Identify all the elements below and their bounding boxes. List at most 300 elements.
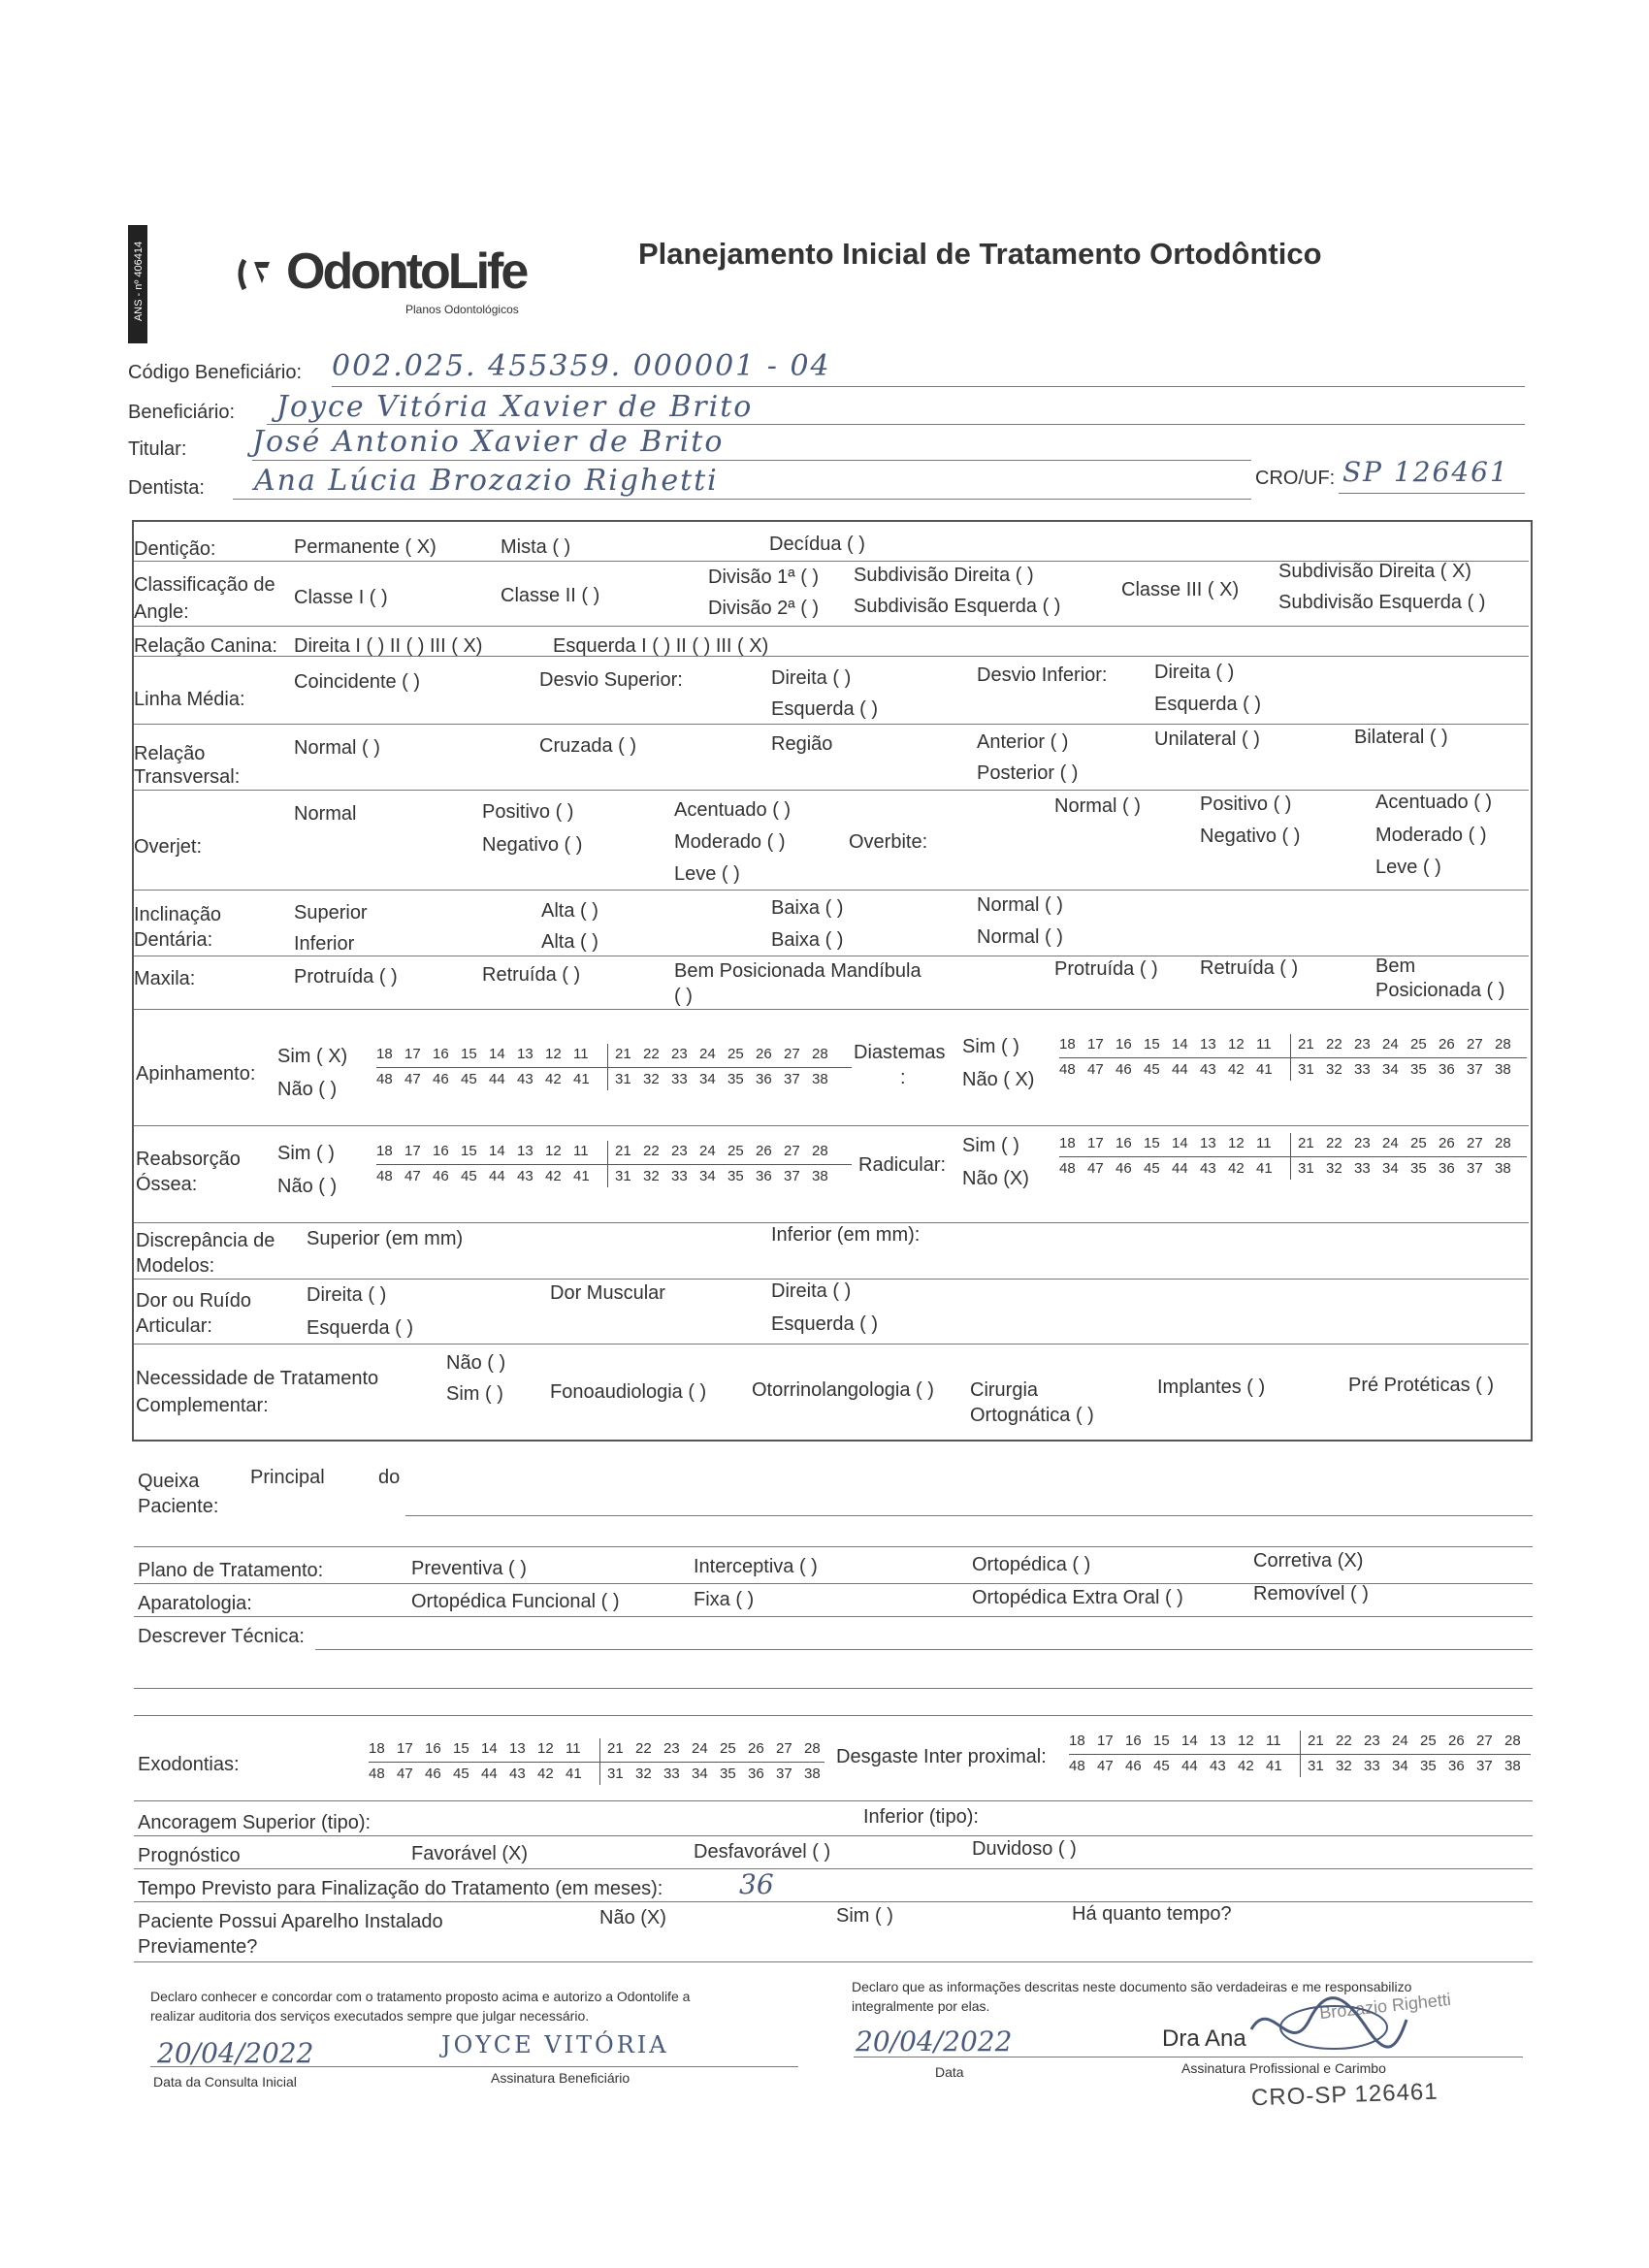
tooth-31[interactable]: 31 bbox=[1298, 1061, 1314, 1078]
teeth-grid-desgaste bbox=[1069, 1731, 1544, 1779]
queixa-label-3: do bbox=[378, 1467, 401, 1488]
tooth-44[interactable]: 44 bbox=[481, 1766, 498, 1782]
data-consulta-value[interactable]: 20/04/2022 bbox=[157, 2037, 314, 2069]
tooth-44[interactable]: 44 bbox=[1172, 1061, 1188, 1078]
tooth-37[interactable]: 37 bbox=[784, 1071, 800, 1087]
tooth-12[interactable]: 12 bbox=[545, 1143, 562, 1159]
tooth-47[interactable]: 47 bbox=[404, 1168, 421, 1184]
tooth-22[interactable]: 22 bbox=[1336, 1733, 1352, 1749]
tooth-18[interactable]: 18 bbox=[1069, 1733, 1085, 1749]
diast-nao[interactable]: Não ( X) bbox=[962, 1069, 1035, 1090]
tooth-46[interactable]: 46 bbox=[425, 1766, 441, 1782]
aparelho-sim[interactable]: Sim ( ) bbox=[836, 1905, 893, 1927]
tooth-42[interactable]: 42 bbox=[1228, 1061, 1245, 1078]
tooth-43[interactable]: 43 bbox=[517, 1071, 534, 1087]
tooth-35[interactable]: 35 bbox=[1420, 1758, 1437, 1774]
tooth-32[interactable]: 32 bbox=[1326, 1160, 1342, 1177]
tooth-38[interactable]: 38 bbox=[804, 1766, 821, 1782]
oj-acentuado[interactable]: Acentuado ( ) bbox=[674, 799, 792, 821]
inc-normal2[interactable]: Normal ( ) bbox=[977, 926, 1063, 948]
tooth-41[interactable]: 41 bbox=[566, 1766, 582, 1782]
tooth-38[interactable]: 38 bbox=[812, 1071, 828, 1087]
tooth-26[interactable]: 26 bbox=[756, 1046, 772, 1062]
ob-negativo[interactable]: Negativo ( ) bbox=[1200, 826, 1301, 847]
tooth-43[interactable]: 43 bbox=[517, 1168, 534, 1184]
tooth-47[interactable]: 47 bbox=[1087, 1160, 1104, 1177]
angle-classe1[interactable]: Classe I ( ) bbox=[294, 587, 388, 608]
tooth-11[interactable]: 11 bbox=[1266, 1733, 1281, 1749]
tv-normal[interactable]: Normal ( ) bbox=[294, 737, 380, 759]
tooth-14[interactable]: 14 bbox=[1172, 1036, 1188, 1053]
tooth-46[interactable]: 46 bbox=[433, 1071, 449, 1087]
tooth-21[interactable]: 21 bbox=[607, 1740, 624, 1757]
canina-label: Relação Canina: bbox=[134, 635, 277, 657]
tooth-41[interactable]: 41 bbox=[573, 1168, 590, 1184]
tooth-48[interactable]: 48 bbox=[1069, 1758, 1085, 1774]
oj-leve[interactable]: Leve ( ) bbox=[674, 863, 740, 885]
tooth-31[interactable]: 31 bbox=[607, 1766, 624, 1782]
data-right-value[interactable]: 20/04/2022 bbox=[856, 2025, 1013, 2057]
decl-right-1: Declaro que as informações descritas neste documento são verdadeiras e me responsabilizo bbox=[852, 1979, 1412, 1994]
tv-unilateral[interactable]: Unilateral ( ) bbox=[1154, 729, 1260, 750]
diastemas-label: Diastemas bbox=[854, 1042, 946, 1063]
tooth-44[interactable]: 44 bbox=[1172, 1160, 1188, 1177]
tooth-17[interactable]: 17 bbox=[1097, 1733, 1114, 1749]
tooth-24[interactable]: 24 bbox=[1382, 1036, 1399, 1053]
tooth-48[interactable]: 48 bbox=[369, 1766, 385, 1782]
tooth-21[interactable]: 21 bbox=[1298, 1135, 1314, 1151]
teeth-grid-reab bbox=[376, 1141, 852, 1189]
tv-cruzada[interactable]: Cruzada ( ) bbox=[539, 735, 637, 757]
oj-negativo[interactable]: Negativo ( ) bbox=[482, 834, 583, 856]
tooth-37[interactable]: 37 bbox=[1467, 1160, 1483, 1177]
tooth-34[interactable]: 34 bbox=[1392, 1758, 1408, 1774]
tooth-48[interactable]: 48 bbox=[376, 1071, 393, 1087]
tv-anterior[interactable]: Anterior ( ) bbox=[977, 731, 1069, 753]
tooth-46[interactable]: 46 bbox=[1116, 1160, 1132, 1177]
transversal-label-1: Relação bbox=[134, 743, 206, 764]
tooth-25[interactable]: 25 bbox=[720, 1740, 736, 1757]
tooth-33[interactable]: 33 bbox=[1354, 1061, 1371, 1078]
tooth-47[interactable]: 47 bbox=[397, 1766, 413, 1782]
tooth-32[interactable]: 32 bbox=[643, 1168, 660, 1184]
apar-extra[interactable]: Ortopédica Extra Oral ( ) bbox=[972, 1587, 1183, 1608]
tooth-14[interactable]: 14 bbox=[489, 1046, 505, 1062]
tooth-11[interactable]: 11 bbox=[573, 1046, 589, 1062]
tooth-31[interactable]: 31 bbox=[1308, 1758, 1324, 1774]
tooth-22[interactable]: 22 bbox=[643, 1046, 660, 1062]
tooth-27[interactable]: 27 bbox=[1467, 1036, 1483, 1053]
canina-direita[interactable]: Direita I ( ) II ( ) III ( X) bbox=[294, 635, 483, 657]
apar-fixa[interactable]: Fixa ( ) bbox=[694, 1589, 755, 1610]
ob-positivo[interactable]: Positivo ( ) bbox=[1200, 794, 1292, 815]
tooth-36[interactable]: 36 bbox=[756, 1071, 772, 1087]
tooth-33[interactable]: 33 bbox=[1354, 1160, 1371, 1177]
tooth-13[interactable]: 13 bbox=[517, 1046, 534, 1062]
diast-sim[interactable]: Sim ( ) bbox=[962, 1036, 1019, 1057]
tooth-15[interactable]: 15 bbox=[461, 1046, 477, 1062]
tooth-17[interactable]: 17 bbox=[1087, 1036, 1104, 1053]
tooth-24[interactable]: 24 bbox=[1382, 1135, 1399, 1151]
tooth-17[interactable]: 17 bbox=[1087, 1135, 1104, 1151]
denticao-decidua[interactable]: Decídua ( ) bbox=[769, 534, 865, 555]
tooth-21[interactable]: 21 bbox=[1308, 1733, 1324, 1749]
tooth-35[interactable]: 35 bbox=[1410, 1160, 1427, 1177]
tv-posterior[interactable]: Posterior ( ) bbox=[977, 762, 1079, 784]
tooth-41[interactable]: 41 bbox=[1266, 1758, 1282, 1774]
tooth-43[interactable]: 43 bbox=[1200, 1160, 1216, 1177]
tooth-45[interactable]: 45 bbox=[461, 1168, 477, 1184]
inc-alta1[interactable]: Alta ( ) bbox=[541, 900, 598, 922]
tooth-26[interactable]: 26 bbox=[1439, 1036, 1455, 1053]
tooth-14[interactable]: 14 bbox=[481, 1740, 498, 1757]
lm-coincidente[interactable]: Coincidente ( ) bbox=[294, 671, 421, 693]
tooth-11[interactable]: 11 bbox=[1256, 1135, 1272, 1151]
tooth-33[interactable]: 33 bbox=[663, 1766, 680, 1782]
tooth-32[interactable]: 32 bbox=[1326, 1061, 1342, 1078]
tooth-42[interactable]: 42 bbox=[545, 1168, 562, 1184]
nec-cirurgia[interactable]: Cirurgia bbox=[970, 1379, 1039, 1401]
tooth-21[interactable]: 21 bbox=[615, 1046, 631, 1062]
angle-classe2[interactable]: Classe II ( ) bbox=[501, 585, 600, 606]
tooth-31[interactable]: 31 bbox=[615, 1168, 631, 1184]
nec-sim[interactable]: Sim ( ) bbox=[446, 1383, 503, 1405]
lm-dir2[interactable]: Direita ( ) bbox=[1154, 662, 1235, 683]
tooth-47[interactable]: 47 bbox=[1087, 1061, 1104, 1078]
tooth-44[interactable]: 44 bbox=[489, 1071, 505, 1087]
assinatura-beneficiario-value[interactable]: JOYCE VITÓRIA bbox=[441, 2031, 669, 2058]
tooth-14[interactable]: 14 bbox=[1181, 1733, 1198, 1749]
tooth-38[interactable]: 38 bbox=[1504, 1758, 1521, 1774]
tooth-37[interactable]: 37 bbox=[784, 1168, 800, 1184]
tooth-27[interactable]: 27 bbox=[784, 1143, 800, 1159]
tooth-13[interactable]: 13 bbox=[1200, 1135, 1216, 1151]
tooth-12[interactable]: 12 bbox=[1228, 1036, 1245, 1053]
signature-icon bbox=[1242, 1991, 1416, 2058]
tooth-36[interactable]: 36 bbox=[756, 1168, 772, 1184]
tooth-22[interactable]: 22 bbox=[1326, 1036, 1342, 1053]
lm-esq1[interactable]: Esquerda ( ) bbox=[771, 698, 879, 720]
tooth-17[interactable]: 17 bbox=[397, 1740, 413, 1757]
tooth-31[interactable]: 31 bbox=[615, 1071, 631, 1087]
md-bem2[interactable]: Posicionada ( ) bbox=[1375, 980, 1505, 1001]
tooth-26[interactable]: 26 bbox=[756, 1143, 772, 1159]
tooth-32[interactable]: 32 bbox=[635, 1766, 652, 1782]
tooth-33[interactable]: 33 bbox=[1364, 1758, 1380, 1774]
tooth-15[interactable]: 15 bbox=[1144, 1036, 1160, 1053]
tooth-31[interactable]: 31 bbox=[1298, 1160, 1314, 1177]
apar-removivel[interactable]: Removível ( ) bbox=[1253, 1583, 1369, 1604]
lm-dir1[interactable]: Direita ( ) bbox=[771, 667, 852, 689]
nec-fono[interactable]: Fonoaudiologia ( ) bbox=[550, 1381, 707, 1403]
angle-sube1[interactable]: Subdivisão Esquerda ( ) bbox=[854, 596, 1061, 617]
apinh-sim[interactable]: Sim ( X) bbox=[277, 1046, 348, 1067]
angle-classe3[interactable]: Classe III ( X) bbox=[1121, 579, 1240, 600]
tooth-23[interactable]: 23 bbox=[663, 1740, 680, 1757]
tooth-41[interactable]: 41 bbox=[1256, 1160, 1273, 1177]
tooth-15[interactable]: 15 bbox=[453, 1740, 469, 1757]
tooth-33[interactable]: 33 bbox=[671, 1168, 688, 1184]
tooth-13[interactable]: 13 bbox=[1200, 1036, 1216, 1053]
tv-bilateral[interactable]: Bilateral ( ) bbox=[1354, 727, 1448, 748]
tooth-45[interactable]: 45 bbox=[1144, 1061, 1160, 1078]
ob-leve[interactable]: Leve ( ) bbox=[1375, 857, 1441, 878]
tooth-33[interactable]: 33 bbox=[671, 1071, 688, 1087]
tooth-42[interactable]: 42 bbox=[1228, 1160, 1245, 1177]
tooth-48[interactable]: 48 bbox=[1059, 1061, 1076, 1078]
tooth-23[interactable]: 23 bbox=[1364, 1733, 1380, 1749]
plano-corretiva[interactable]: Corretiva (X) bbox=[1253, 1550, 1364, 1571]
tooth-18[interactable]: 18 bbox=[369, 1740, 385, 1757]
rad-sim[interactable]: Sim ( ) bbox=[962, 1135, 1019, 1156]
inc-normal1[interactable]: Normal ( ) bbox=[977, 894, 1063, 916]
teeth-grid-rad bbox=[1059, 1133, 1535, 1182]
tooth-14[interactable]: 14 bbox=[1172, 1135, 1188, 1151]
tooth-18[interactable]: 18 bbox=[1059, 1036, 1076, 1053]
tooth-38[interactable]: 38 bbox=[1495, 1160, 1511, 1177]
tooth-41[interactable]: 41 bbox=[573, 1071, 590, 1087]
tooth-22[interactable]: 22 bbox=[1326, 1135, 1342, 1151]
tooth-35[interactable]: 35 bbox=[1410, 1061, 1427, 1078]
tooth-36[interactable]: 36 bbox=[748, 1766, 764, 1782]
tooth-23[interactable]: 23 bbox=[671, 1046, 688, 1062]
angle-subd2[interactable]: Subdivisão Direita ( X) bbox=[1278, 561, 1471, 582]
teeth-lower-right bbox=[376, 1071, 601, 1087]
tooth-45[interactable]: 45 bbox=[1144, 1160, 1160, 1177]
tooth-37[interactable]: 37 bbox=[776, 1766, 792, 1782]
linha-media-label: Linha Média: bbox=[134, 689, 245, 710]
md-retruida[interactable]: Retruída ( ) bbox=[1200, 957, 1299, 979]
tooth-42[interactable]: 42 bbox=[537, 1766, 554, 1782]
tooth-21[interactable]: 21 bbox=[615, 1143, 631, 1159]
ob-acentuado[interactable]: Acentuado ( ) bbox=[1375, 792, 1493, 813]
tooth-44[interactable]: 44 bbox=[489, 1168, 505, 1184]
prog-favoravel[interactable]: Favorável (X) bbox=[411, 1843, 529, 1864]
reab-nao[interactable]: Não ( ) bbox=[277, 1176, 338, 1197]
tooth-38[interactable]: 38 bbox=[812, 1168, 828, 1184]
dor-direita2[interactable]: Direita ( ) bbox=[771, 1280, 852, 1302]
tooth-25[interactable]: 25 bbox=[1420, 1733, 1437, 1749]
tooth-43[interactable]: 43 bbox=[509, 1766, 526, 1782]
tooth-21[interactable]: 21 bbox=[1298, 1036, 1314, 1053]
angle-div2[interactable]: Divisão 2ª ( ) bbox=[708, 598, 820, 619]
prog-desfavoravel[interactable]: Desfavorável ( ) bbox=[694, 1841, 831, 1863]
canina-esquerda[interactable]: Esquerda I ( ) II ( ) III ( X) bbox=[553, 635, 769, 657]
exodontias-label: Exodontias: bbox=[138, 1754, 240, 1775]
dor-label-2: Articular: bbox=[136, 1315, 212, 1337]
aparelho-nao[interactable]: Não (X) bbox=[599, 1907, 666, 1928]
tooth-28[interactable]: 28 bbox=[804, 1740, 821, 1757]
tooth-44[interactable]: 44 bbox=[1181, 1758, 1198, 1774]
tooth-27[interactable]: 27 bbox=[1476, 1733, 1493, 1749]
rad-nao[interactable]: Não (X) bbox=[962, 1168, 1029, 1189]
tooth-34[interactable]: 34 bbox=[1382, 1160, 1399, 1177]
decl-left-1: Declaro conhecer e concordar com o tratamento proposto acima e autorizo a Odontolife a bbox=[150, 1989, 691, 2004]
tooth-36[interactable]: 36 bbox=[1439, 1061, 1455, 1078]
tooth-11[interactable]: 11 bbox=[1256, 1036, 1272, 1053]
nec-nao[interactable]: Não ( ) bbox=[446, 1352, 506, 1374]
denticao-permanente[interactable]: Permanente ( X) bbox=[294, 536, 436, 558]
inc-baixa1[interactable]: Baixa ( ) bbox=[771, 897, 844, 919]
tooth-48[interactable]: 48 bbox=[1059, 1160, 1076, 1177]
nec-proteticas[interactable]: Pré Protéticas ( ) bbox=[1348, 1375, 1495, 1396]
tooth-25[interactable]: 25 bbox=[1410, 1135, 1427, 1151]
nec-cirurgia2[interactable]: Ortognática ( ) bbox=[970, 1405, 1094, 1426]
tooth-35[interactable]: 35 bbox=[720, 1766, 736, 1782]
tooth-28[interactable]: 28 bbox=[812, 1143, 828, 1159]
mx-protruida[interactable]: Protruída ( ) bbox=[294, 966, 398, 988]
tooth-37[interactable]: 37 bbox=[1476, 1758, 1493, 1774]
tooth-15[interactable]: 15 bbox=[1144, 1135, 1160, 1151]
tooth-42[interactable]: 42 bbox=[1238, 1758, 1254, 1774]
tooth-34[interactable]: 34 bbox=[699, 1071, 716, 1087]
plano-interceptiva[interactable]: Interceptiva ( ) bbox=[694, 1556, 818, 1577]
tooth-23[interactable]: 23 bbox=[1354, 1036, 1371, 1053]
angle-div1[interactable]: Divisão 1ª ( ) bbox=[708, 567, 820, 588]
tooth-37[interactable]: 37 bbox=[1467, 1061, 1483, 1078]
inc-baixa2[interactable]: Baixa ( ) bbox=[771, 929, 844, 951]
tooth-11[interactable]: 11 bbox=[573, 1143, 589, 1159]
tooth-23[interactable]: 23 bbox=[1354, 1135, 1371, 1151]
lm-esq2[interactable]: Esquerda ( ) bbox=[1154, 694, 1262, 715]
md-protruida[interactable]: Protruída ( ) bbox=[1054, 958, 1158, 980]
tooth-12[interactable]: 12 bbox=[1238, 1733, 1254, 1749]
tooth-34[interactable]: 34 bbox=[699, 1168, 716, 1184]
tooth-11[interactable]: 11 bbox=[566, 1740, 581, 1757]
tooth-24[interactable]: 24 bbox=[699, 1046, 716, 1062]
tooth-27[interactable]: 27 bbox=[1467, 1135, 1483, 1151]
tooth-13[interactable]: 13 bbox=[1210, 1733, 1226, 1749]
ob-normal[interactable]: Normal ( ) bbox=[1054, 795, 1141, 817]
tooth-16[interactable]: 16 bbox=[433, 1046, 449, 1062]
apar-funcional[interactable]: Ortopédica Funcional ( ) bbox=[411, 1591, 620, 1612]
plano-preventiva[interactable]: Preventiva ( ) bbox=[411, 1558, 527, 1579]
tooth-43[interactable]: 43 bbox=[1210, 1758, 1226, 1774]
tooth-13[interactable]: 13 bbox=[517, 1143, 534, 1159]
tooth-28[interactable]: 28 bbox=[1504, 1733, 1521, 1749]
tooth-16[interactable]: 16 bbox=[425, 1740, 441, 1757]
tooth-23[interactable]: 23 bbox=[671, 1143, 688, 1159]
tooth-47[interactable]: 47 bbox=[1097, 1758, 1114, 1774]
dor-esquerda2[interactable]: Esquerda ( ) bbox=[771, 1313, 879, 1335]
prog-duvidoso[interactable]: Duvidoso ( ) bbox=[972, 1838, 1077, 1860]
tooth-35[interactable]: 35 bbox=[728, 1168, 744, 1184]
tooth-28[interactable]: 28 bbox=[812, 1046, 828, 1062]
tooth-46[interactable]: 46 bbox=[1116, 1061, 1132, 1078]
tooth-16[interactable]: 16 bbox=[1116, 1135, 1132, 1151]
tooth-42[interactable]: 42 bbox=[545, 1071, 562, 1087]
tooth-22[interactable]: 22 bbox=[643, 1143, 660, 1159]
tooth-17[interactable]: 17 bbox=[404, 1046, 421, 1062]
tooth-32[interactable]: 32 bbox=[643, 1071, 660, 1087]
tooth-24[interactable]: 24 bbox=[692, 1740, 708, 1757]
tooth-15[interactable]: 15 bbox=[461, 1143, 477, 1159]
dor-esquerda[interactable]: Esquerda ( ) bbox=[307, 1317, 414, 1339]
disc-inferior[interactable]: Inferior (em mm): bbox=[771, 1224, 921, 1246]
tooth-36[interactable]: 36 bbox=[1448, 1758, 1465, 1774]
tooth-27[interactable]: 27 bbox=[776, 1740, 792, 1757]
tooth-35[interactable]: 35 bbox=[728, 1071, 744, 1087]
dentista-value: Ana Lúcia Brozazio Righetti bbox=[254, 464, 719, 498]
tooth-16[interactable]: 16 bbox=[433, 1143, 449, 1159]
tooth-24[interactable]: 24 bbox=[1392, 1733, 1408, 1749]
ancoragem-inferior: Inferior (tipo): bbox=[863, 1806, 979, 1828]
tooth-24[interactable]: 24 bbox=[699, 1143, 716, 1159]
tooth-45[interactable]: 45 bbox=[1153, 1758, 1170, 1774]
teeth-grid-apinh bbox=[376, 1044, 852, 1092]
tooth-25[interactable]: 25 bbox=[728, 1143, 744, 1159]
oj-moderado[interactable]: Moderado ( ) bbox=[674, 831, 786, 853]
mx-bem-paren[interactable]: ( ) bbox=[674, 986, 693, 1007]
disc-superior[interactable]: Superior (em mm) bbox=[307, 1228, 464, 1249]
angle-subd1[interactable]: Subdivisão Direita ( ) bbox=[854, 565, 1034, 586]
angle-sube2[interactable]: Subdivisão Esquerda ( ) bbox=[1278, 592, 1486, 613]
oj-positivo[interactable]: Positivo ( ) bbox=[482, 801, 574, 823]
tooth-46[interactable]: 46 bbox=[1125, 1758, 1142, 1774]
nec-implantes[interactable]: Implantes ( ) bbox=[1157, 1377, 1266, 1398]
tooth-48[interactable]: 48 bbox=[376, 1168, 393, 1184]
tooth-22[interactable]: 22 bbox=[635, 1740, 652, 1757]
reab-sim[interactable]: Sim ( ) bbox=[277, 1143, 335, 1164]
tooth-12[interactable]: 12 bbox=[537, 1740, 554, 1757]
inc-alta2[interactable]: Alta ( ) bbox=[541, 931, 598, 953]
tooth-25[interactable]: 25 bbox=[728, 1046, 744, 1062]
tooth-16[interactable]: 16 bbox=[1116, 1036, 1132, 1053]
oj-normal[interactable]: Normal bbox=[294, 803, 357, 825]
tooth-32[interactable]: 32 bbox=[1336, 1758, 1352, 1774]
tooth-26[interactable]: 26 bbox=[1439, 1135, 1455, 1151]
tooth-34[interactable]: 34 bbox=[1382, 1061, 1399, 1078]
tooth-27[interactable]: 27 bbox=[784, 1046, 800, 1062]
mx-retruida[interactable]: Retruída ( ) bbox=[482, 964, 581, 986]
tooth-36[interactable]: 36 bbox=[1439, 1160, 1455, 1177]
apinh-nao[interactable]: Não ( ) bbox=[277, 1079, 338, 1100]
tooth-46[interactable]: 46 bbox=[433, 1168, 449, 1184]
tooth-28[interactable]: 28 bbox=[1495, 1036, 1511, 1053]
tooth-14[interactable]: 14 bbox=[489, 1143, 505, 1159]
tooth-34[interactable]: 34 bbox=[692, 1766, 708, 1782]
dor-direita[interactable]: Direita ( ) bbox=[307, 1284, 387, 1306]
tooth-45[interactable]: 45 bbox=[461, 1071, 477, 1087]
tooth-13[interactable]: 13 bbox=[509, 1740, 526, 1757]
tooth-18[interactable]: 18 bbox=[376, 1143, 393, 1159]
denticao-mista[interactable]: Mista ( ) bbox=[501, 536, 571, 558]
data-right-label: Data bbox=[935, 2064, 964, 2080]
tooth-38[interactable]: 38 bbox=[1495, 1061, 1511, 1078]
tempo-value[interactable]: 36 bbox=[739, 1868, 774, 1900]
tooth-17[interactable]: 17 bbox=[404, 1143, 421, 1159]
tooth-45[interactable]: 45 bbox=[453, 1766, 469, 1782]
nec-otorrino[interactable]: Otorrinolangologia ( ) bbox=[752, 1379, 934, 1401]
logo-sub: Planos Odontológicos bbox=[405, 303, 519, 316]
ob-moderado[interactable]: Moderado ( ) bbox=[1375, 825, 1487, 846]
tooth-26[interactable]: 26 bbox=[748, 1740, 764, 1757]
tooth-15[interactable]: 15 bbox=[1153, 1733, 1170, 1749]
plano-ortopedica[interactable]: Ortopédica ( ) bbox=[972, 1554, 1091, 1575]
tooth-12[interactable]: 12 bbox=[545, 1046, 562, 1062]
tooth-47[interactable]: 47 bbox=[404, 1071, 421, 1087]
tooth-28[interactable]: 28 bbox=[1495, 1135, 1511, 1151]
apinhamento-label: Apinhamento: bbox=[136, 1063, 256, 1085]
tooth-12[interactable]: 12 bbox=[1228, 1135, 1245, 1151]
tooth-18[interactable]: 18 bbox=[376, 1046, 393, 1062]
tooth-41[interactable]: 41 bbox=[1256, 1061, 1273, 1078]
tooth-18[interactable]: 18 bbox=[1059, 1135, 1076, 1151]
tooth-26[interactable]: 26 bbox=[1448, 1733, 1465, 1749]
tooth-25[interactable]: 25 bbox=[1410, 1036, 1427, 1053]
tooth-43[interactable]: 43 bbox=[1200, 1061, 1216, 1078]
tooth-16[interactable]: 16 bbox=[1125, 1733, 1142, 1749]
